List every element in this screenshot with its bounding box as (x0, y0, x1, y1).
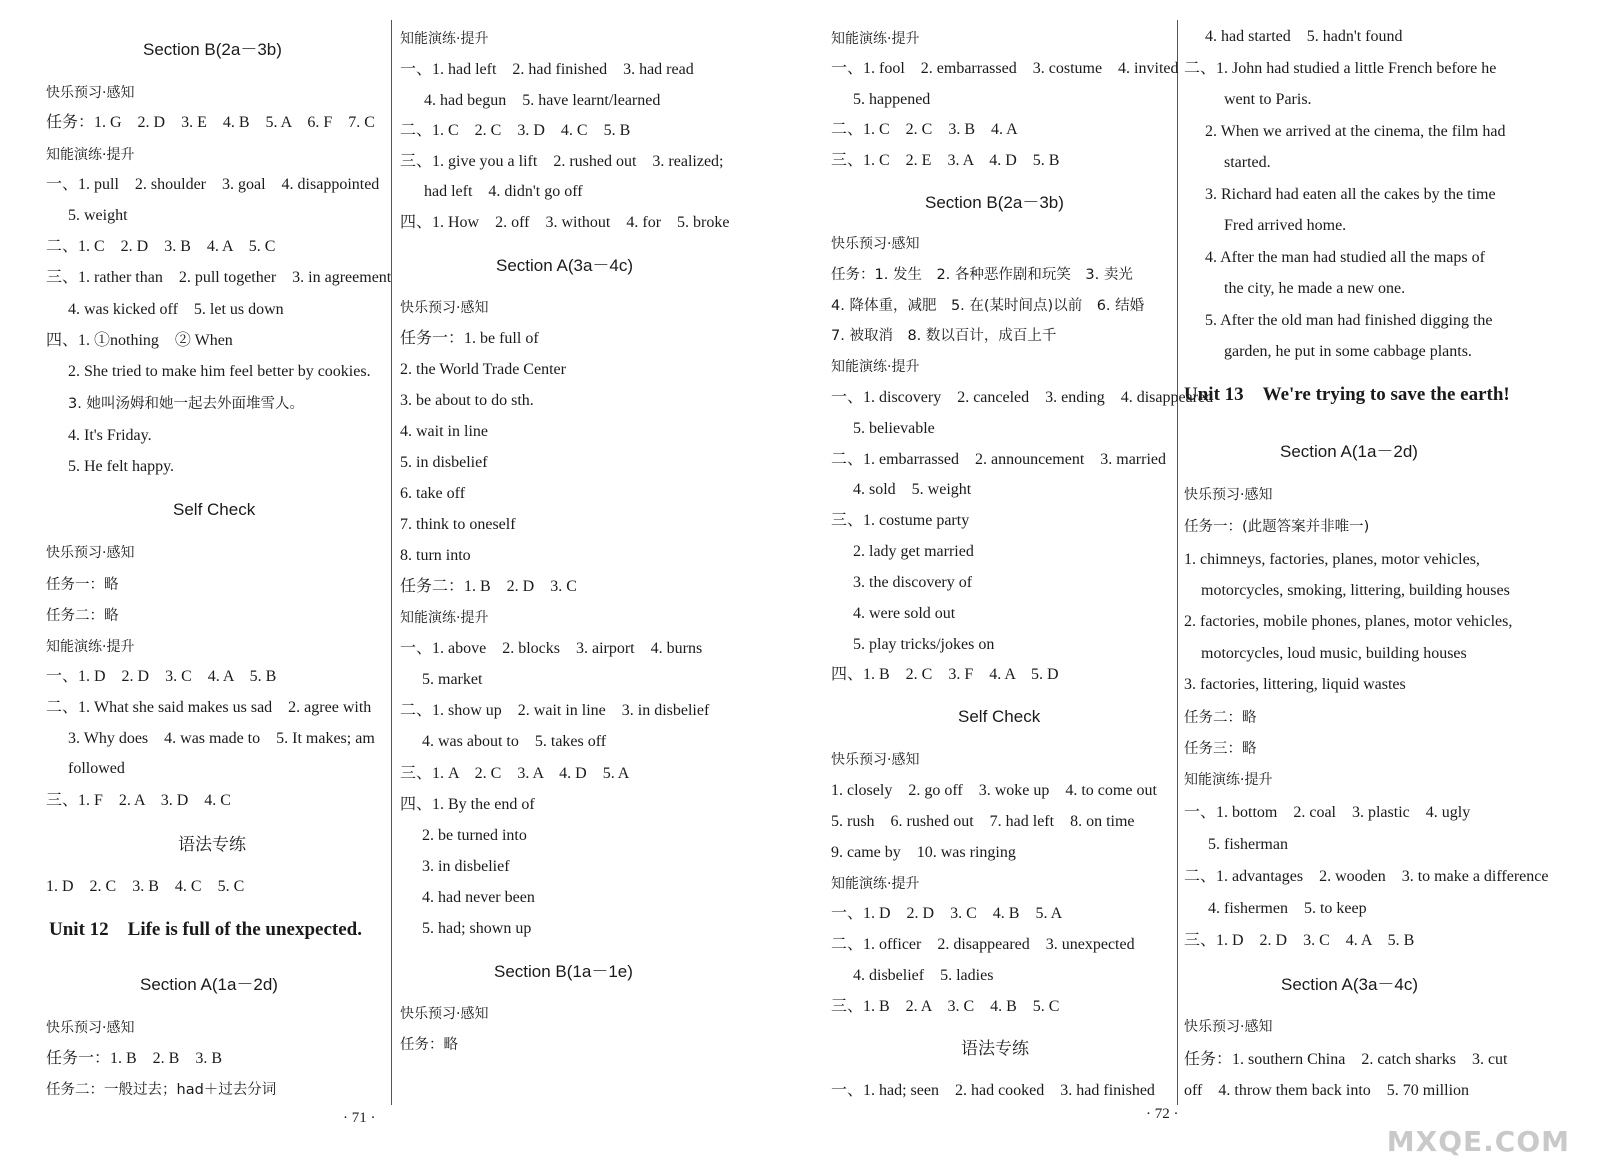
answer-line: 5. After the old man had finished digging the (1205, 312, 1493, 329)
section-heading: Self Check (173, 500, 256, 519)
column-divider-right (1177, 20, 1178, 1105)
answer-line: 一、1. fool 2. embarrassed 3. costume 4. invited (831, 60, 1179, 77)
answer-line: 1. chimneys, factories, planes, motor vehicles, (1184, 551, 1480, 568)
answer-line: 3. Why does 4. was made to 5. It makes; am (68, 730, 375, 747)
answer-line: 5. He felt happy. (68, 458, 175, 475)
answer-line: 3. factories, littering, liquid wastes (1184, 676, 1406, 693)
section-heading: 语法专练 (178, 835, 246, 855)
column-divider-left (391, 20, 392, 1105)
subsection-tag: 快乐预习·感知 (1184, 487, 1273, 503)
page-number-left: · 71 · (343, 1110, 376, 1126)
answer-line: off 4. throw them back into 5. 70 million (1184, 1082, 1470, 1099)
answer-line: 4. It's Friday. (68, 427, 152, 444)
subsection-tag: 知能演练·提升 (1184, 772, 1273, 788)
answer-line: 一、1. had left 2. had finished 3. had read (400, 61, 694, 78)
answer-line: 8. turn into (400, 547, 471, 564)
answer-line: 任务二：一般过去；had＋过去分词 (46, 1082, 277, 1098)
answer-line: 三、1. F 2. A 3. D 4. C (46, 792, 231, 809)
subsection-tag: 知能演练·提升 (400, 31, 489, 47)
answer-line: 5. in disbelief (400, 454, 488, 471)
answer-line: 四、1. By the end of (400, 796, 535, 813)
answer-line: 4. sold 5. weight (853, 481, 972, 498)
answer-line: started. (1224, 154, 1271, 171)
section-heading: Section B(2a－3b) (925, 193, 1064, 212)
answer-line: 一、1. pull 2. shoulder 3. goal 4. disappointed (46, 176, 380, 193)
answer-line: went to Paris. (1224, 91, 1312, 108)
answer-line: 任务三：略 (1184, 741, 1257, 757)
answer-line: 4. 降体重，减肥 5. 在(某时间点)以前 6. 结婚 (831, 298, 1145, 314)
answer-line: had left 4. didn't go off (424, 183, 583, 200)
answer-line: 任务一：(此题答案并非唯一) (1184, 519, 1370, 535)
answer-line: 7. 被取消 8. 数以百计，成百上千 (831, 328, 1057, 344)
unit-title: Unit 12 Life is full of the unexpected. (49, 919, 362, 940)
answer-line: 1. closely 2. go off 3. woke up 4. to come out (831, 782, 1157, 799)
answer-line: 四、1. B 2. C 3. F 4. A 5. D (831, 666, 1059, 683)
section-heading: Section A(1a－2d) (140, 975, 278, 994)
answer-line: 5. had; shown up (422, 920, 532, 937)
page-number-right: · 72 · (1146, 1106, 1179, 1122)
answer-line: 任务一：1. be full of (400, 330, 539, 347)
answer-line: 三、1. give you a lift 2. rushed out 3. realized; (400, 153, 724, 170)
subsection-tag: 知能演练·提升 (46, 639, 135, 655)
answer-line: 6. take off (400, 485, 466, 502)
answer-line: 三、1. rather than 2. pull together 3. in agreement (46, 269, 392, 286)
answer-line: 二、1. What she said makes us sad 2. agree with (46, 699, 372, 716)
subsection-tag: 快乐预习·感知 (1184, 1019, 1273, 1035)
answer-line: 2. the World Trade Center (400, 361, 566, 378)
answer-line: 任务：略 (400, 1037, 458, 1053)
answer-line: 4. was about to 5. takes off (422, 733, 607, 750)
unit-title: Unit 13 We're trying to save the earth! (1184, 384, 1510, 405)
section-heading: Section B(1a－1e) (494, 962, 633, 981)
answer-line: 3. be about to do sth. (400, 392, 534, 409)
answer-line: 5. play tricks/jokes on (853, 636, 995, 653)
subsection-tag: 知能演练·提升 (46, 147, 135, 163)
answer-line: 四、1. How 2. off 3. without 4. for 5. broke (400, 214, 730, 231)
answer-line: 5. market (422, 671, 483, 688)
answer-line: 4. had begun 5. have learnt/learned (424, 92, 661, 109)
watermark: MXQE.COM (1386, 1125, 1570, 1158)
section-heading: Self Check (958, 707, 1041, 726)
subsection-tag: 知能演练·提升 (831, 31, 920, 47)
answer-line: 3. 她叫汤姆和她一起去外面堆雪人。 (68, 396, 304, 412)
answer-line: 二、1. John had studied a little French before he (1184, 60, 1497, 77)
answer-line: 4. disbelief 5. ladies (853, 967, 994, 984)
subsection-tag: 快乐预习·感知 (46, 545, 135, 561)
answer-line: 4. wait in line (400, 423, 488, 440)
answer-line: 4. had started 5. hadn't found (1205, 28, 1403, 45)
section-heading: Section A(1a－2d) (1280, 442, 1418, 461)
answer-line: 任务一：略 (46, 577, 119, 593)
section-heading: 语法专练 (961, 1039, 1029, 1059)
answer-line: 四、1. ①nothing ② When (46, 332, 233, 349)
subsection-tag: 快乐预习·感知 (831, 236, 920, 252)
answer-line: followed (68, 760, 125, 777)
answer-line: 7. think to oneself (400, 516, 516, 533)
subsection-tag: 快乐预习·感知 (46, 85, 135, 101)
answer-line: 9. came by 10. was ringing (831, 844, 1016, 861)
answer-line: 任务：1. 发生 2. 各种恶作剧和玩笑 3. 卖光 (831, 267, 1133, 283)
answer-line: 一、1. had; seen 2. had cooked 3. had finished (831, 1082, 1155, 1099)
answer-line: 4. were sold out (853, 605, 956, 622)
answer-line: 任务二：1. B 2. D 3. C (400, 578, 577, 595)
answer-line: 5. rush 6. rushed out 7. had left 8. on time (831, 813, 1135, 830)
answer-line: 二、1. C 2. C 3. D 4. C 5. B (400, 122, 631, 139)
answer-line: 三、1. C 2. E 3. A 4. D 5. B (831, 152, 1060, 169)
answer-line: 5. weight (68, 207, 128, 224)
section-heading: Section A(3a－4c) (1281, 975, 1419, 994)
answer-line: 1. D 2. C 3. B 4. C 5. C (46, 878, 245, 895)
answer-line: 二、1. C 2. C 3. B 4. A (831, 121, 1018, 138)
answer-line: 二、1. advantages 2. wooden 3. to make a difference (1184, 868, 1549, 885)
answer-line: 任务一：1. B 2. B 3. B (46, 1050, 223, 1067)
answer-line: 4. was kicked off 5. let us down (68, 301, 284, 318)
answer-line: 二、1. embarrassed 2. announcement 3. married (831, 451, 1167, 468)
answer-line: 三、1. D 2. D 3. C 4. A 5. B (1184, 932, 1415, 949)
answer-line: the city, he made a new one. (1224, 280, 1406, 297)
answer-line: 5. fisherman (1208, 836, 1288, 853)
section-heading: Section B(2a－3b) (143, 40, 282, 59)
answer-line: motorcycles, loud music, building houses (1201, 645, 1467, 662)
subsection-tag: 知能演练·提升 (400, 610, 489, 626)
answer-line: 2. lady get married (853, 543, 974, 560)
answer-line: 4. had never been (422, 889, 535, 906)
answer-line: 4. fishermen 5. to keep (1208, 900, 1367, 917)
answer-line: 任务二：略 (1184, 710, 1257, 726)
subsection-tag: 知能演练·提升 (831, 876, 920, 892)
answer-line: 二、1. officer 2. disappeared 3. unexpected (831, 936, 1135, 953)
answer-line: 任务：1. southern China 2. catch sharks 3. cut (1184, 1051, 1508, 1068)
answer-line: 2. She tried to make him feel better by cookies. (68, 363, 371, 380)
answer-line: 一、1. D 2. D 3. C 4. A 5. B (46, 668, 277, 685)
answer-line: 2. be turned into (422, 827, 527, 844)
answer-line: 二、1. C 2. D 3. B 4. A 5. C (46, 238, 276, 255)
subsection-tag: 快乐预习·感知 (46, 1020, 135, 1036)
answer-line: 一、1. bottom 2. coal 3. plastic 4. ugly (1184, 804, 1471, 821)
subsection-tag: 快乐预习·感知 (400, 1006, 489, 1022)
answer-line: 一、1. discovery 2. canceled 3. ending 4. disappeared (831, 389, 1214, 406)
answer-line: 二、1. show up 2. wait in line 3. in disbelief (400, 702, 710, 719)
answer-line: 3. the discovery of (853, 574, 973, 591)
answer-line: 5. happened (853, 91, 931, 108)
answer-line: 三、1. costume party (831, 512, 970, 529)
section-heading: Section A(3a－4c) (496, 256, 634, 275)
answer-line: 一、1. above 2. blocks 3. airport 4. burns (400, 640, 703, 657)
answer-line: Fred arrived home. (1224, 217, 1347, 234)
answer-line: 3. in disbelief (422, 858, 510, 875)
answer-line: 4. After the man had studied all the maps of (1205, 249, 1485, 266)
answer-line: 任务二：略 (46, 608, 119, 624)
answer-line: 三、1. B 2. A 3. C 4. B 5. C (831, 998, 1060, 1015)
subsection-tag: 知能演练·提升 (831, 359, 920, 375)
answer-line: motorcycles, smoking, littering, building houses (1201, 582, 1510, 599)
subsection-tag: 快乐预习·感知 (400, 300, 489, 316)
answer-line: 3. Richard had eaten all the cakes by the time (1205, 186, 1496, 203)
answer-line: 2. factories, mobile phones, planes, motor vehicles, (1184, 613, 1513, 630)
answer-line: 三、1. A 2. C 3. A 4. D 5. A (400, 765, 630, 782)
answer-line: 任务：1. G 2. D 3. E 4. B 5. A 6. F 7. C (46, 114, 375, 131)
answer-line: garden, he put in some cabbage plants. (1224, 343, 1472, 360)
subsection-tag: 快乐预习·感知 (831, 752, 920, 768)
answer-line: 2. When we arrived at the cinema, the film had (1205, 123, 1506, 140)
answer-line: 5. believable (853, 420, 935, 437)
answer-line: 一、1. D 2. D 3. C 4. B 5. A (831, 905, 1063, 922)
